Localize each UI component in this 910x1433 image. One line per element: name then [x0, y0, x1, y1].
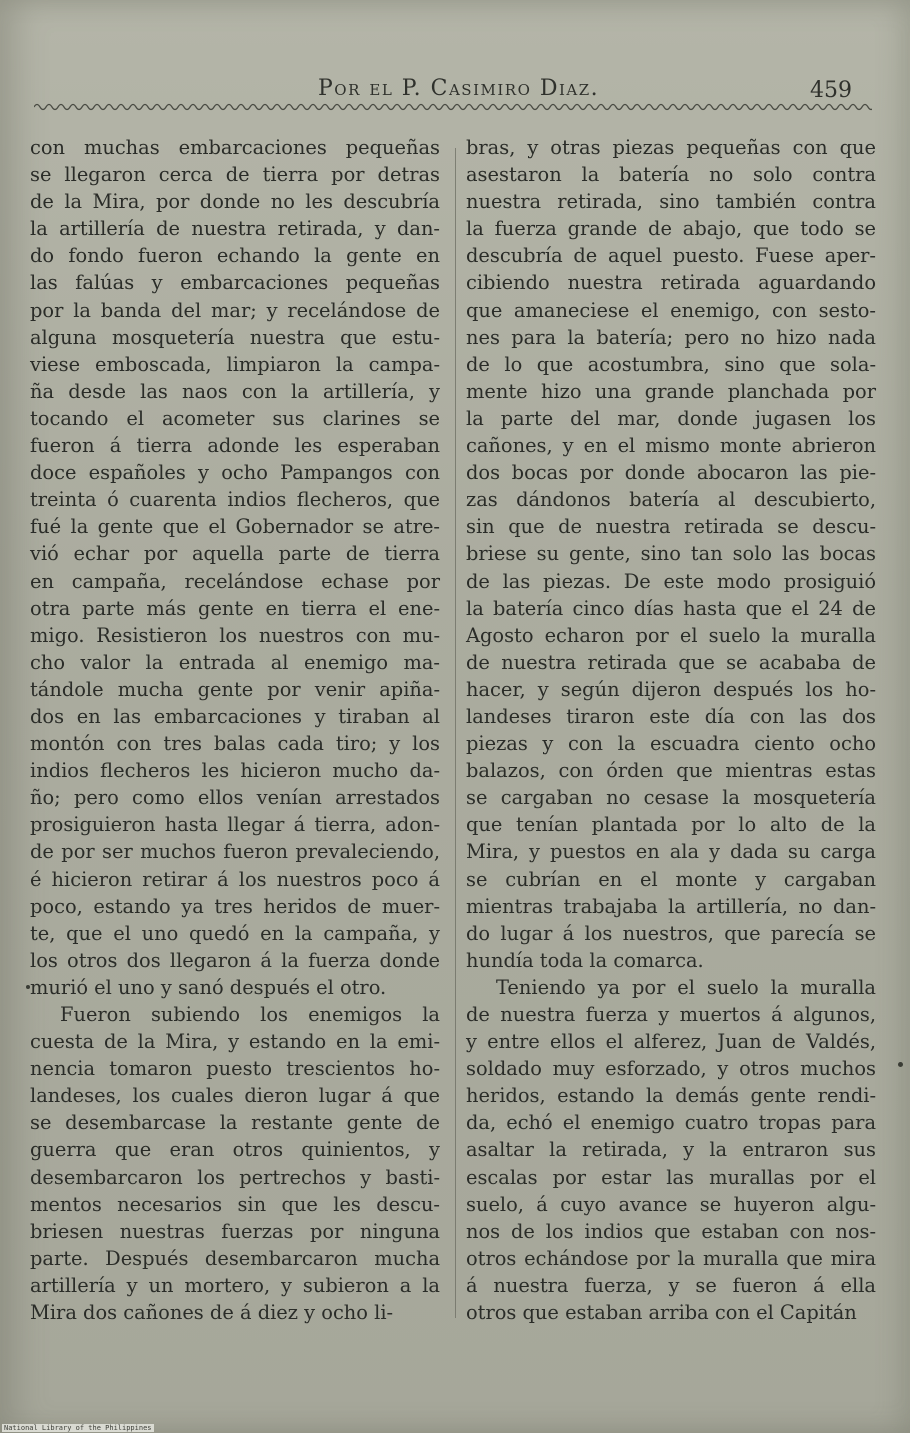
text-line: da, echó el enemigo cuatro tropas para: [466, 1111, 876, 1135]
text-line: treinta ó cuarenta indios flecheros, que: [30, 488, 440, 512]
text-line: otros echándose por la muralla que mira: [466, 1246, 876, 1270]
text-line: suelo, á cuyo avance se huyeron algu-: [466, 1192, 876, 1216]
text-line: landeses tiraron este día con las dos: [466, 704, 876, 728]
text-line: prosiguieron hasta llegar á tierra, adon-: [30, 813, 440, 837]
text-line: artillería y un mortero, y subieron a la: [30, 1273, 440, 1297]
text-line: te, que el uno quedó en la campaña, y: [30, 921, 440, 945]
text-line: con muchas embarcaciones pequeñas: [30, 136, 440, 159]
text-line: poco, estando ya tres heridos de muer-: [30, 894, 440, 918]
text-line: montón con tres balas cada tiro; y los: [30, 732, 440, 756]
text-line: é hicieron retirar á los nuestros poco á: [30, 867, 440, 891]
text-line: landeses, los cuales dieron lugar á que: [30, 1084, 440, 1108]
text-line: ño; pero como ellos venían arrestados: [30, 786, 440, 810]
text-line: murió el uno y sanó después el otro.: [30, 975, 387, 999]
text-line: las falúas y embarcaciones pequeñas: [30, 271, 440, 295]
page-number: 459: [810, 78, 852, 103]
text-line: viese emboscada, limpiaron la campa-: [30, 352, 440, 376]
text-line: en campaña, recelándose echase por: [30, 569, 440, 593]
text-line: zas dándonos batería al descubierto,: [466, 488, 876, 512]
column-divider: [455, 148, 456, 1318]
text-line: indios flecheros les hicieron mucho da-: [30, 759, 440, 783]
text-line: dos en las embarcaciones y tiraban al: [30, 704, 440, 728]
text-line: migo. Resistieron los nuestros con mu-: [30, 623, 440, 647]
text-line: Mira dos cañones de á diez y ocho li-: [30, 1301, 394, 1325]
text-line: hundía toda la comarca.: [466, 948, 704, 972]
text-line: soldado muy esforzado, y otros muchos: [466, 1057, 876, 1081]
text-line: bras, y otras piezas pequeñas con que: [466, 136, 876, 159]
ink-speck: [26, 985, 30, 989]
text-line: que tenían plantada por lo alto de la: [466, 813, 876, 837]
text-line: asaltar la retirada, y la entraron sus: [466, 1138, 876, 1162]
text-line: sin que de nuestra retirada se descu-: [466, 515, 876, 539]
running-title: Por el P. Casimiro Diaz.: [318, 76, 600, 101]
text-line: la fuerza grande de abajo, que todo se: [466, 217, 876, 241]
text-line: piezas y con la escuadra ciento ocho: [466, 732, 876, 756]
text-line: asestaron la batería no solo contra: [466, 163, 876, 187]
right-column: [466, 134, 876, 1326]
ink-speck: [898, 1062, 903, 1067]
text-line: guerra que eran otros quinientos, y: [30, 1138, 440, 1162]
text-line: de las piezas. De este modo prosiguió: [466, 569, 876, 593]
text-line: cuesta de la Mira, y estando en la emi-: [30, 1030, 440, 1054]
text-line: alguna mosquetería nuestra que estu-: [30, 325, 440, 349]
text-line: que amaneciese el enemigo, con sesto-: [466, 298, 876, 322]
text-line: descubría de aquel puesto. Fuese aper-: [466, 244, 876, 268]
text-line: vió echar por aquella parte de tierra: [30, 542, 440, 566]
text-line: nuestra retirada, sino también contra: [466, 190, 876, 214]
text-line: los otros dos llegaron á la fuerza donde: [30, 948, 440, 972]
text-line: la parte del mar, donde jugasen los: [466, 406, 876, 430]
text-line: de nuestra fuerza y muertos á algunos,: [466, 1003, 876, 1026]
library-watermark: National Library of the Philippines: [4, 1424, 152, 1432]
text-line: briesen nuestras fuerzas por ninguna: [30, 1219, 440, 1243]
text-line: se desembarcase la restante gente de: [30, 1111, 440, 1135]
text-line: fué la gente que el Gobernador se atre-: [30, 515, 440, 539]
text-line: la batería cinco días hasta que el 24 de: [466, 596, 876, 620]
text-line: heridos, estando la demás gente rendi-: [466, 1084, 876, 1108]
text-line: se cubrían en el monte y cargaban: [466, 867, 876, 891]
text-line: y entre ellos el alferez, Juan de Valdés,: [466, 1030, 876, 1054]
text-line: fueron á tierra adonde les esperaban: [30, 434, 440, 458]
text-line: otros que estaban arriba con el Capitán: [466, 1301, 857, 1325]
text-line: hacer, y según dijeron después los ho-: [466, 677, 876, 701]
text-line: nos de los indios que estaban con nos-: [466, 1219, 876, 1243]
text-line: Agosto echaron por el suelo la muralla: [466, 623, 876, 647]
text-line: nes para la batería; pero no hizo nada: [466, 325, 876, 349]
text-line: mente hizo una grande planchada por: [466, 379, 876, 403]
text-line: la artillería de nuestra retirada, y dan-: [30, 217, 440, 241]
text-line: Mira, y puestos en ala y dada su carga: [466, 840, 876, 864]
text-line: á nuestra fuerza, y se fueron á ella: [466, 1273, 876, 1297]
text-line: dos bocas por donde abocaron las pie-: [466, 461, 876, 485]
text-line: de lo que acostumbra, sino que sola-: [466, 352, 876, 376]
text-line: do lugar á los nuestros, que parecía se: [466, 921, 876, 945]
text-line: de por ser muchos fueron prevaleciendo,: [30, 840, 440, 864]
text-line: desembarcaron los pertrechos y basti-: [30, 1165, 440, 1189]
text-line: escalas por estar las murallas por el: [466, 1165, 876, 1189]
text-line: tocando el acometer sus clarines se: [30, 406, 440, 430]
text-line: por la banda del mar; y recelándose de: [30, 298, 440, 322]
text-line: Teniendo ya por el suelo la muralla: [496, 975, 876, 999]
text-line: cañones, y en el mismo monte abrieron: [466, 434, 876, 458]
text-line: doce españoles y ocho Pampangos con: [30, 461, 440, 485]
text-line: ña desde las naos con la artillería, y: [30, 379, 440, 403]
text-line: balazos, con órden que mientras estas: [466, 759, 876, 783]
text-line: Fueron subiendo los enemigos la: [60, 1003, 440, 1026]
text-line: otra parte más gente en tierra el ene-: [30, 596, 440, 620]
text-line: parte. Después desembarcaron mucha: [30, 1246, 440, 1270]
text-line: nencia tomaron puesto trescientos ho-: [30, 1057, 440, 1081]
wavy-header-rule: [34, 100, 872, 114]
text-line: de nuestra retirada que se acababa de: [466, 650, 876, 674]
text-line: tándole mucha gente por venir apiña-: [30, 677, 440, 701]
text-line: do fondo fueron echando la gente en: [30, 244, 440, 268]
text-line: se llegaron cerca de tierra por detras: [30, 163, 440, 187]
left-column: [30, 134, 440, 1326]
text-line: se cargaban no cesase la mosquetería: [466, 786, 876, 810]
text-line: cibiendo nuestra retirada aguardando: [466, 271, 876, 295]
text-line: mientras trabajaba la artillería, no dan-: [466, 894, 876, 918]
text-line: de la Mira, por donde no les descubría: [30, 190, 440, 214]
text-line: cho valor la entrada al enemigo ma-: [30, 650, 440, 674]
text-line: briese su gente, sino tan solo las bocas: [466, 542, 876, 566]
text-line: mentos necesarios sin que les descu-: [30, 1192, 440, 1216]
